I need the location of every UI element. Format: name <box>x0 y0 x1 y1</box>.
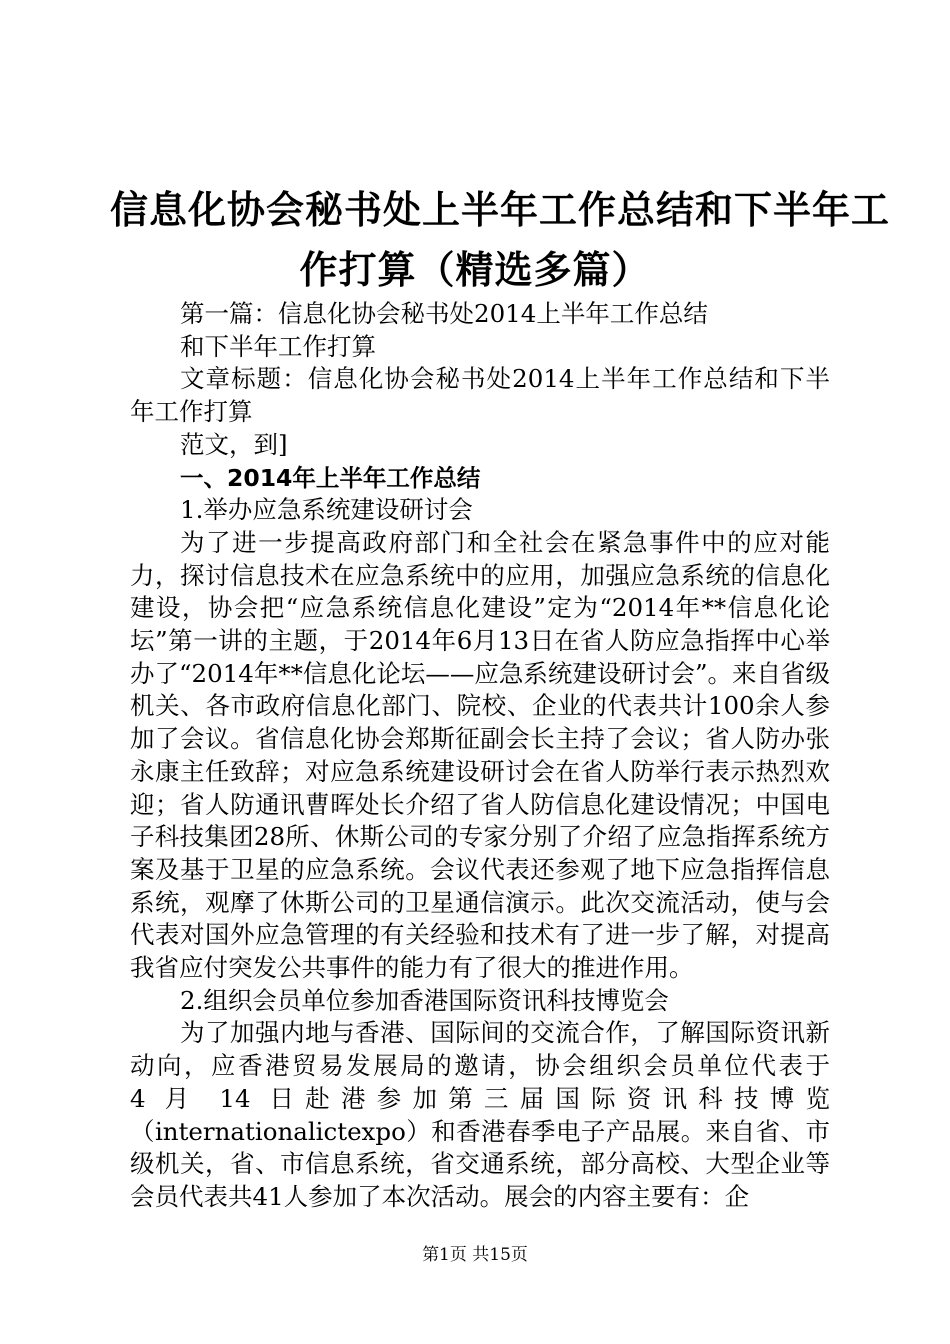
document-title-line-2: 作打算（精选多篇） <box>299 248 651 292</box>
subsection-heading-1: 1.举办应急系统建设研讨会 <box>180 495 473 525</box>
document-title-line-1: 信息化协会秘书处上半年工作总结和下半年工 <box>110 188 891 232</box>
subsection-heading-2: 2.组织会员单位参加香港国际资讯科技博览会 <box>180 985 669 1015</box>
section-heading: 一、2014年上半年工作总结 <box>180 463 481 492</box>
page-footer: 第1页 共15页 <box>422 1245 528 1265</box>
article-title-line: 文章标题：信息化协会秘书处2014上半年工作总结和下半年工作打算 <box>130 364 830 427</box>
paragraph-hk-expo-part-3: （internationalictexpo）和香港春季电子产品展。来自省、市级机关，省、市信息系统，省交通系统，部分高校、大型企业等会员代表共41人参加了本次活动。展会的内容主要有：企 <box>130 1116 830 1211</box>
document-body <box>130 298 830 1214</box>
source-line: 范文，到] <box>180 429 288 459</box>
paragraph-emergency-seminar: 为了进一步提高政府部门和全社会在紧急事件中的应对能力，探讨信息技术在应急系统中的应用，加强应急系统的信息化建设，协会把“应急系统信息化建设”定为“2014年**信息化论坛”第一讲的主题，于2014年6月13日在省人防应急指挥中心举办了“2014年**信息化论坛——应急系统建设研讨会”。来自省级机关、各市政府信息化部门、院校、企业的代表共计100余人参加了会议。省信息化协会郑斯征副会长主持了会议；省人防办张永康主任致辞；对应急系统建设研讨会在省人防举行表示热烈欢迎；省人防通讯曹晖处长介绍了省人防信息化建设情况；中国电子科技集团28所、休斯公司的专家分别了介绍了应急指挥系统方案及基于卫星的应急系统。会议代表还参观了地下应急指挥信息系统，观摩了休斯公司的卫星通信演示。此次交流活动，使与会代表对国外应急管理的有关经验和技术有了进一步了解，对提高我省应付突发公共事件的能力有了很大的推进作用。 <box>130 527 830 983</box>
paragraph-hk-expo-part-2: 4 月 14 日赴港参加第三届国际资讯科技博览 <box>130 1083 830 1113</box>
paragraph-hk-expo-part-1: 为了加强内地与香港、国际间的交流合作，了解国际资讯新动向，应香港贸易发展局的邀请，协会组织会员单位代表于 <box>130 1018 830 1081</box>
chapter-heading-continued: 和下半年工作打算 <box>180 331 376 361</box>
chapter-heading: 第一篇：信息化协会秘书处2014上半年工作总结 <box>180 299 708 328</box>
